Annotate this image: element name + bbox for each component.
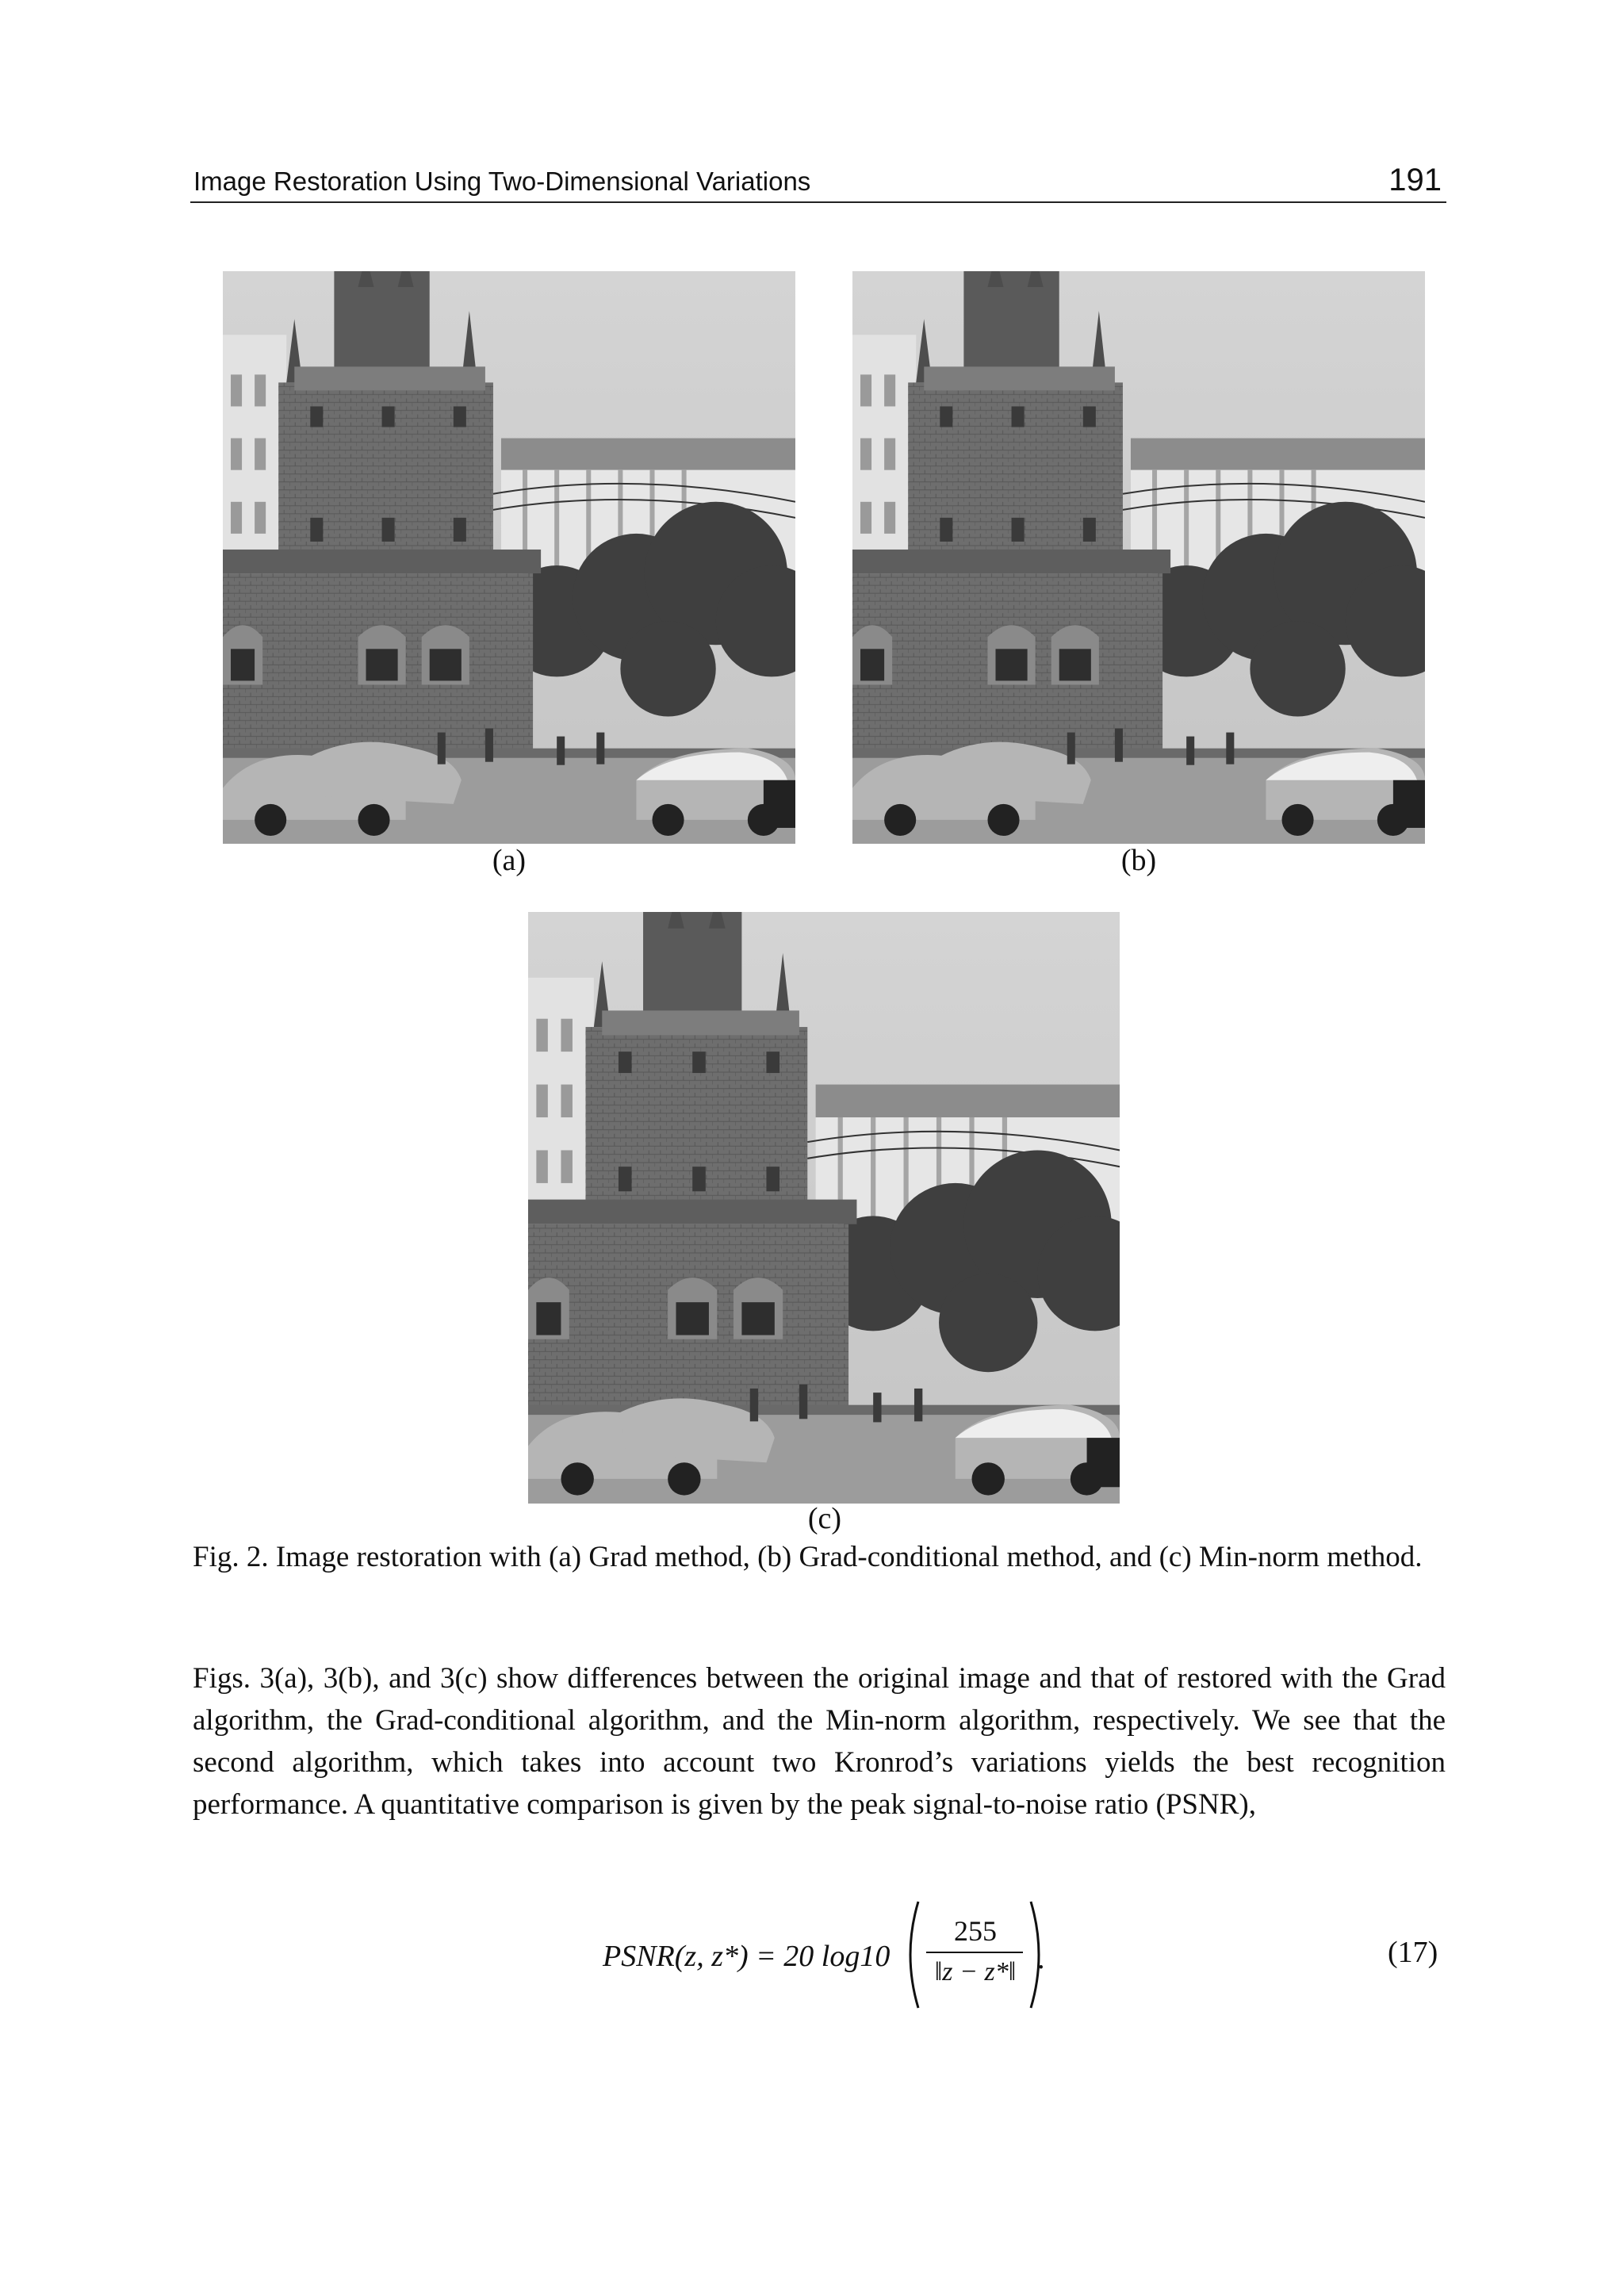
body-paragraph: Figs. 3(a), 3(b), and 3(c) show differences between the original image and that of restored with the Grad algorithm, the Grad-conditional algorithm, and the Min-norm algorithm, respectively. We see that the second algorithm, which takes into account two Kronrod’s variations yields the best recognition performance. A quantitative comparison is given by the peak signal-to-noise ratio (PSNR),	[193, 1662, 1446, 1821]
equation-numerator: 255	[954, 1915, 997, 1947]
equation-big-parentheses	[603, 1895, 1047, 2014]
panel-b-label: (b)	[1120, 844, 1157, 877]
equation-denominator: ‖z − z*‖	[934, 1957, 1017, 1986]
psnr-equation	[603, 1895, 1047, 2014]
panel-a-label: (a)	[492, 844, 527, 877]
figure-panel-c-image	[528, 912, 1120, 1504]
running-header	[190, 162, 1446, 203]
equation-lhs: PSNR(z, z*) = 20 log10	[603, 1940, 891, 1973]
figure-panel-b-image	[852, 271, 1425, 844]
panel-c-label: (c)	[807, 1502, 842, 1535]
page-number: 191	[1388, 163, 1442, 197]
figure-caption: Fig. 2. Image restoration with (a) Grad method, (b) Grad-conditional method, and (c) Min-norm method.	[193, 1541, 1423, 1573]
equation-period: .	[1037, 1942, 1045, 1975]
equation-number: (17)	[1388, 1936, 1438, 1969]
running-title: Image Restoration Using Two-Dimensional Variations	[193, 167, 811, 196]
figure-panel-a-image	[223, 271, 795, 844]
